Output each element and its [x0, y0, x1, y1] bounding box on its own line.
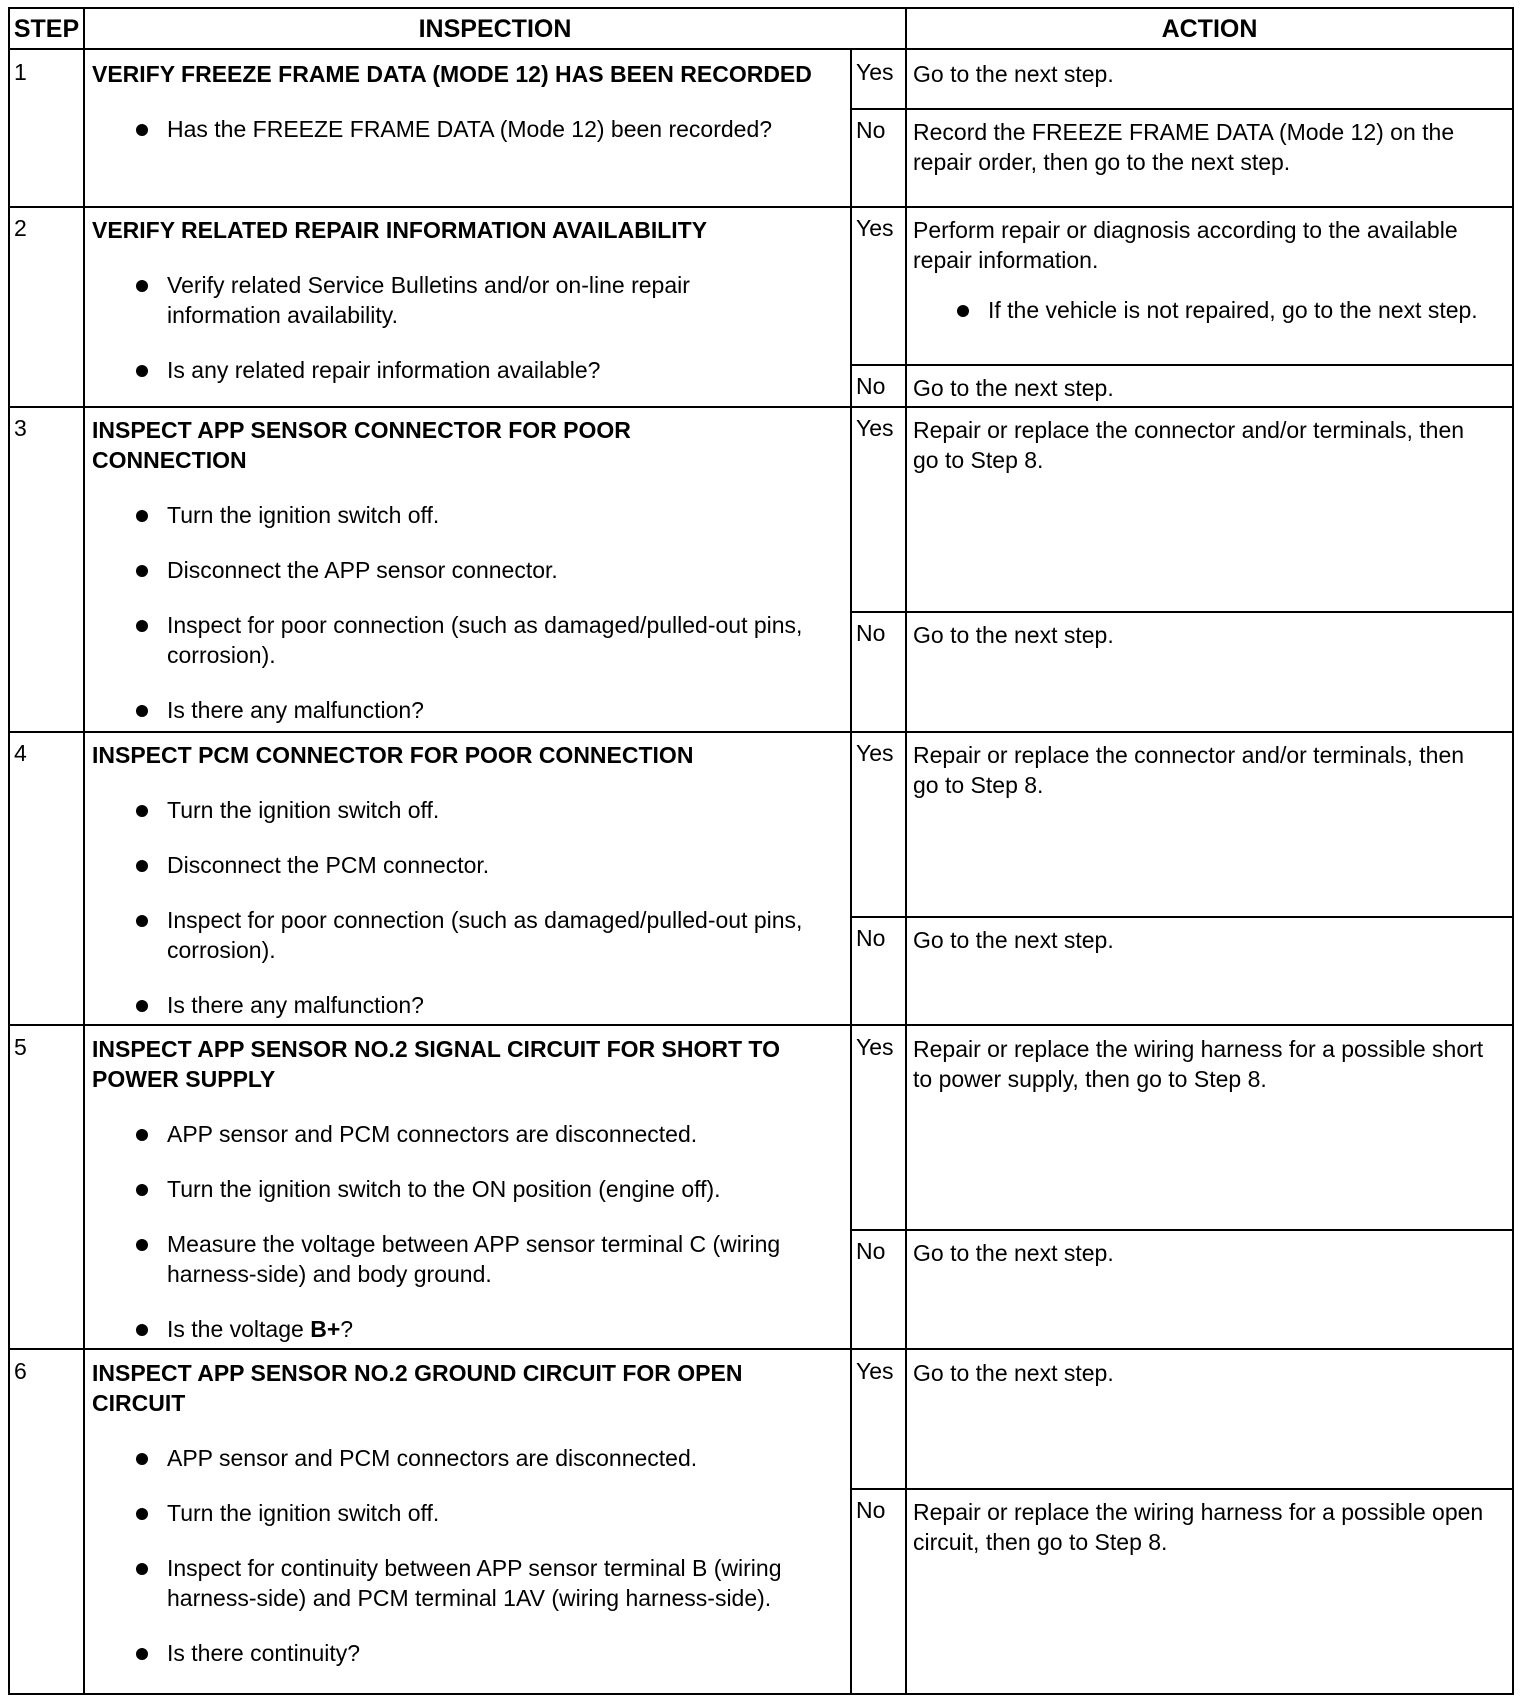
step-number: 4 — [14, 740, 27, 766]
no-action: Repair or replace the wiring harness for a possible open circuit, then go to Step 8. — [913, 1499, 1484, 1555]
header-step: STEP — [13, 14, 80, 43]
list-item: Is there continuity? — [92, 1638, 852, 1668]
yes-action: Go to the next step. — [913, 61, 1114, 87]
step-inspection — [92, 59, 852, 144]
step-title: VERIFY FREEZE FRAME DATA (MODE 12) HAS BEEN RECORDED — [92, 61, 812, 87]
column-divider — [905, 9, 907, 1693]
list-item: Has the FREEZE FRAME DATA (Mode 12) been recorded? — [92, 114, 852, 144]
list-item: Turn the ignition switch off. — [92, 795, 852, 825]
yes-no-divider — [852, 1229, 1512, 1231]
list-item: Is there any malfunction? — [92, 990, 852, 1020]
bullet-icon — [136, 1184, 148, 1196]
step-inspection — [92, 215, 852, 385]
yes-action: Go to the next step. — [913, 1360, 1114, 1386]
list-item: Inspect for poor connection (such as damaged/pulled-out pins, corrosion). — [92, 905, 852, 965]
no-action: Go to the next step. — [913, 622, 1114, 648]
step-title: VERIFY RELATED REPAIR INFORMATION AVAILABILITY — [92, 217, 708, 243]
yes-no-divider — [852, 916, 1512, 918]
bullet-icon — [136, 1324, 148, 1336]
list-item: Turn the ignition switch to the ON position (engine off). — [92, 1174, 852, 1204]
no-action: Go to the next step. — [913, 927, 1114, 953]
list-item: Verify related Service Bulletins and/or on-line repair information availability. — [92, 270, 852, 330]
step-inspection — [92, 740, 852, 1020]
list-item: Is there any malfunction? — [92, 695, 852, 725]
no-label: No — [856, 1238, 886, 1264]
yes-label: Yes — [856, 415, 894, 441]
step-number: 3 — [14, 415, 27, 441]
yes-no-divider — [852, 611, 1512, 613]
yes-action: Repair or replace the connector and/or terminals, then go to Step 8. — [913, 742, 1465, 798]
header-inspection: INSPECTION — [418, 14, 572, 43]
list-item: APP sensor and PCM connectors are disconnected. — [92, 1119, 852, 1149]
list-item: Is any related repair information available? — [92, 355, 852, 385]
step-inspection — [92, 415, 852, 725]
bullet-icon — [136, 565, 148, 577]
no-action: Go to the next step. — [913, 1240, 1114, 1266]
bullet-icon — [136, 860, 148, 872]
bullet-icon — [957, 305, 969, 317]
no-label: No — [856, 373, 886, 399]
inspection-bullets — [92, 1443, 852, 1668]
row-divider — [10, 48, 1512, 50]
step-number: 1 — [14, 59, 27, 85]
no-action: Record the FREEZE FRAME DATA (Mode 12) on the repair order, then go to the next step. — [913, 119, 1455, 175]
yes-no-divider — [852, 1488, 1512, 1490]
step-number: 5 — [14, 1034, 27, 1060]
bullet-icon — [136, 620, 148, 632]
header-action: ACTION — [1161, 14, 1258, 43]
step-title: INSPECT APP SENSOR NO.2 SIGNAL CIRCUIT FOR SHORT TO POWER SUPPLY — [92, 1036, 780, 1092]
yes-action: Repair or replace the connector and/or terminals, then go to Step 8. — [913, 417, 1465, 473]
row-divider — [10, 206, 1512, 208]
list-item: Inspect for poor connection (such as damaged/pulled-out pins, corrosion). — [92, 610, 852, 670]
inspection-bullets — [92, 795, 852, 1020]
inspection-bullets — [92, 270, 852, 385]
no-action: Go to the next step. — [913, 375, 1114, 401]
row-divider — [10, 406, 1512, 408]
list-item: If the vehicle is not repaired, go to the next step. — [913, 295, 1511, 325]
yes-label: Yes — [856, 215, 894, 241]
bullet-icon — [136, 1239, 148, 1251]
row-divider — [10, 1348, 1512, 1350]
no-label: No — [856, 925, 886, 951]
column-divider — [83, 9, 85, 1693]
list-item: Turn the ignition switch off. — [92, 1498, 852, 1528]
row-divider — [10, 1024, 1512, 1026]
bullet-icon — [136, 705, 148, 717]
bullet-icon — [136, 280, 148, 292]
step-inspection — [92, 1358, 852, 1668]
action-bullets — [913, 295, 1511, 325]
list-item: Turn the ignition switch off. — [92, 500, 852, 530]
step-inspection — [92, 1034, 852, 1344]
bullet-icon — [136, 1648, 148, 1660]
step-title: INSPECT APP SENSOR CONNECTOR FOR POOR CONNECTION — [92, 417, 631, 473]
no-label: No — [856, 620, 886, 646]
list-item: Disconnect the APP sensor connector. — [92, 555, 852, 585]
bullet-icon — [136, 1129, 148, 1141]
yes-no-divider — [852, 108, 1512, 110]
list-item: Inspect for continuity between APP sensor terminal B (wiring harness-side) and PCM terminal 1AV (wiring harness-side). — [92, 1553, 852, 1613]
yes-label: Yes — [856, 59, 894, 85]
bullet-icon — [136, 1000, 148, 1012]
diagnostic-table — [8, 7, 1514, 1695]
step-number: 6 — [14, 1358, 27, 1384]
list-item: Disconnect the PCM connector. — [92, 850, 852, 880]
yes-label: Yes — [856, 1358, 894, 1384]
yes-no-divider — [852, 364, 1512, 366]
yes-label: Yes — [856, 740, 894, 766]
yes-action: Repair or replace the wiring harness for a possible short to power supply, then go to Step 8. — [913, 1036, 1484, 1092]
list-item: Measure the voltage between APP sensor terminal C (wiring harness-side) and body ground. — [92, 1229, 852, 1289]
bullet-icon — [136, 805, 148, 817]
step-number: 2 — [14, 215, 27, 241]
no-label: No — [856, 1497, 886, 1523]
bullet-icon — [136, 1563, 148, 1575]
step-title: INSPECT PCM CONNECTOR FOR POOR CONNECTION — [92, 742, 694, 768]
bullet-icon — [136, 1508, 148, 1520]
yes-label: Yes — [856, 1034, 894, 1060]
bullet-icon — [136, 915, 148, 927]
list-item: APP sensor and PCM connectors are disconnected. — [92, 1443, 852, 1473]
bullet-icon — [136, 1453, 148, 1465]
yes-action: Perform repair or diagnosis according to the available repair information. If the vehicle is not repaired, go to the next step. — [913, 215, 1511, 325]
step-title: INSPECT APP SENSOR NO.2 GROUND CIRCUIT FOR OPEN CIRCUIT — [92, 1360, 743, 1416]
bullet-icon — [136, 124, 148, 136]
list-item: Is the voltage B+? — [92, 1314, 852, 1344]
inspection-bullets — [92, 1119, 852, 1344]
bullet-icon — [136, 510, 148, 522]
bullet-icon — [136, 365, 148, 377]
inspection-bullets — [92, 114, 852, 144]
inspection-bullets — [92, 500, 852, 725]
row-divider — [10, 731, 1512, 733]
no-label: No — [856, 117, 886, 143]
